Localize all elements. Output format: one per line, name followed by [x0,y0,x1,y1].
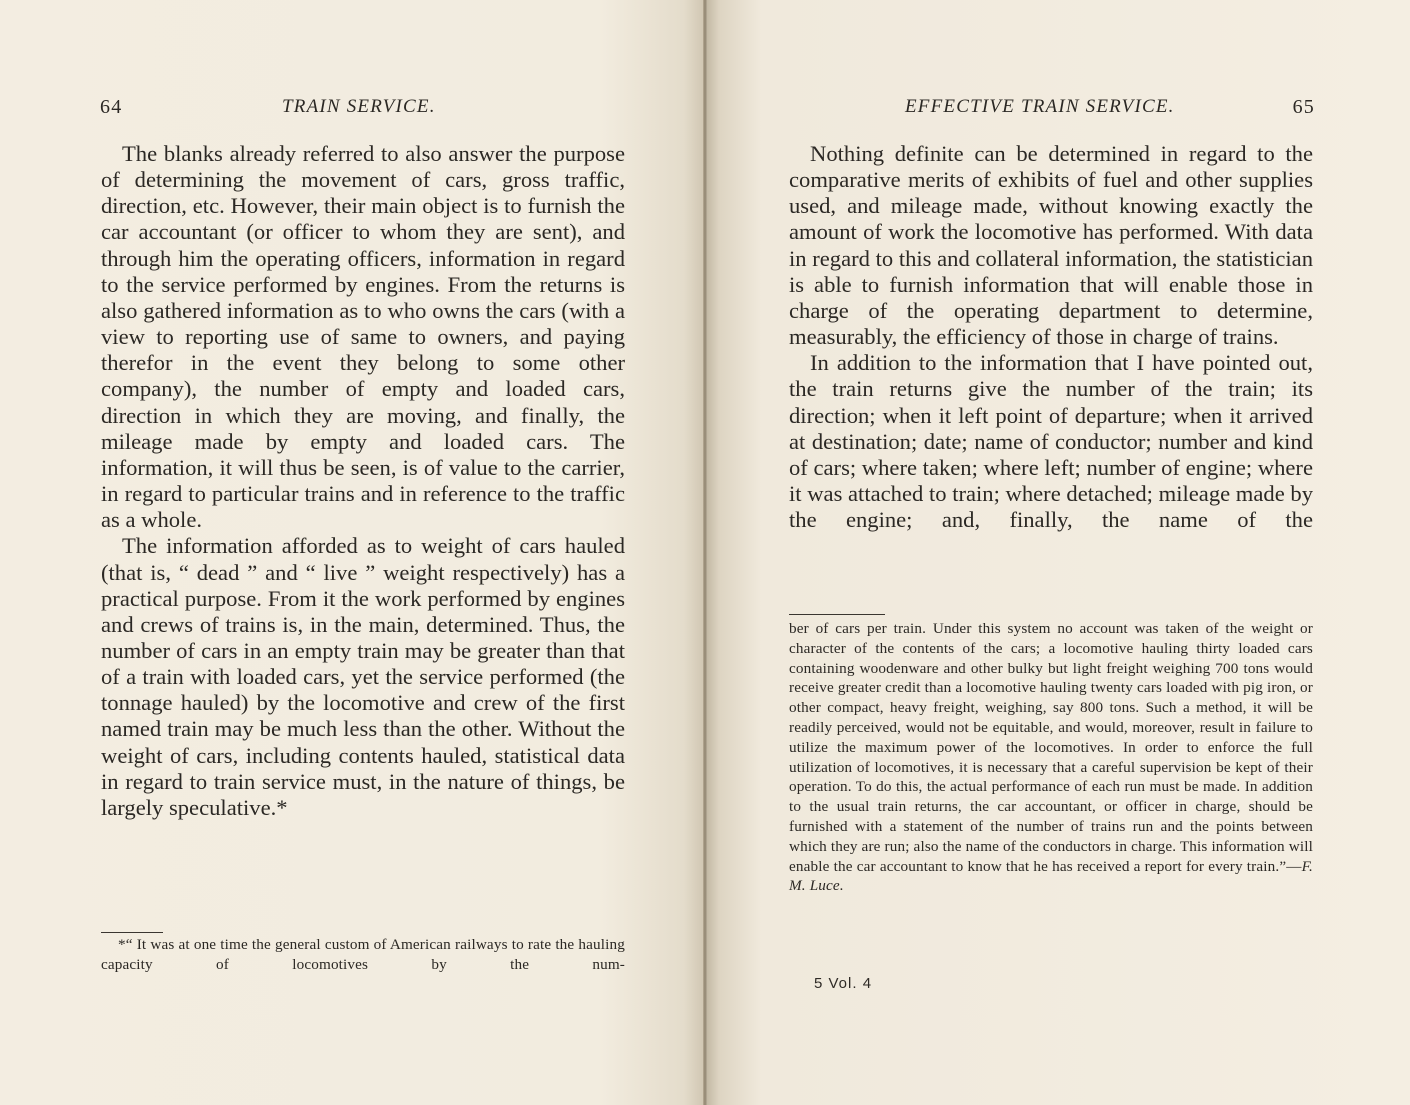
page-number: 65 [1292,96,1315,118]
footnote-rule [789,614,885,615]
running-head-title: EFFECTIVE TRAIN SERVICE. [905,96,1175,117]
page-number: 64 [100,96,123,118]
footnote: *“ It was at one time the general custom of American railways to rate the hauling capacity of locomotives by the num- [101,936,625,973]
signature-mark: 5 Vol. 4 [814,975,873,992]
right-page [705,0,1410,1105]
paragraph: In addition to the information that I have pointed out, the train returns give the number of the train; its direction; when it left point of departure; when it arrived at destination; date; name of conductor; number and kind of cars; where taken; where left; number of engine; where it was attached to train; where detached; mileage made by the engine; and, finally, the name of the [789,350,1313,533]
left-running-head [100,96,625,126]
footnote-attribution: F. M. Luce. [789,857,1313,895]
right-body-text [789,141,1313,533]
footnote-text: ber of cars per train. Under this system no account was taken of the weight or character of the contents of the cars; a locomotive hauling thirty loaded cars containing woodenware and other bulky but light freight weighing 700 tons would receive greater credit than a locomotive hauling twenty cars loaded with pig iron, or other compact, heavy freight, weighing, say 800 tons. Such a method, it will be readily perceived, would not be equitable, and would, moreover, result in failure to utilize the maximum power of the locomotives. In order to enforce the full utilization of locomotives, it is necessary that a careful supervision be kept of their operation. To do this, the actual performance of each run must be made. In addition to the usual train returns, the car accountant, or officer in charge, should be furnished with a statement of the number of trains run and the points between which they are run; also the name of the conductors in charge. This information will enable the car accountant to know that he has received a report for every train.”— [789,620,1313,875]
running-head-title: TRAIN SERVICE. [282,96,436,117]
footnote-rule [101,932,163,933]
paragraph: The blanks already referred to also answer the purpose of determining the movement of cars, gross traffic, direction, etc. However, their main object is to furnish the car accountant (or officer to whom they are sent), and through him the operating officers, information in regard to the service performed by engines. From the returns is also gathered information as to who owns the cars (with a view to reporting use of same to owners, and paying therefor in the event they belong to some other company), the number of empty and loaded cars, direction in which they are moving, and finally, the mileage made by empty and loaded cars. The information, it will thus be seen, is of value to the carrier, in regard to particular trains and in reference to the traffic as a whole. [101,141,625,533]
right-running-head [905,96,1315,126]
left-body-text [101,141,625,821]
footnote-continued [789,619,1313,896]
book-gutter [703,0,707,1105]
paragraph: The information afforded as to weight of cars hauled (that is, “ dead ” and “ live ” weight respectively) has a practical purpose. From it the work performed by engines and crews of trains is, in the main, determined. Thus, the number of cars in an empty train may be greater than that of a train with loaded cars, yet the service performed (the tonnage hauled) by the locomotive and crew of the first named train may be much less than the other. Without the weight of cars, including contents hauled, statistical data in regard to train service must, in the nature of things, be largely speculative.* [101,533,625,820]
paragraph: Nothing definite can be determined in regard to the comparative merits of exhibits of fuel and other supplies used, and mileage made, without knowing exactly the amount of work the locomotive has performed. With data in regard to this and collateral information, the statistician is able to furnish information that will enable those in charge of the operating department to determine, measurably, the efficiency of those in charge of trains. [789,141,1313,350]
